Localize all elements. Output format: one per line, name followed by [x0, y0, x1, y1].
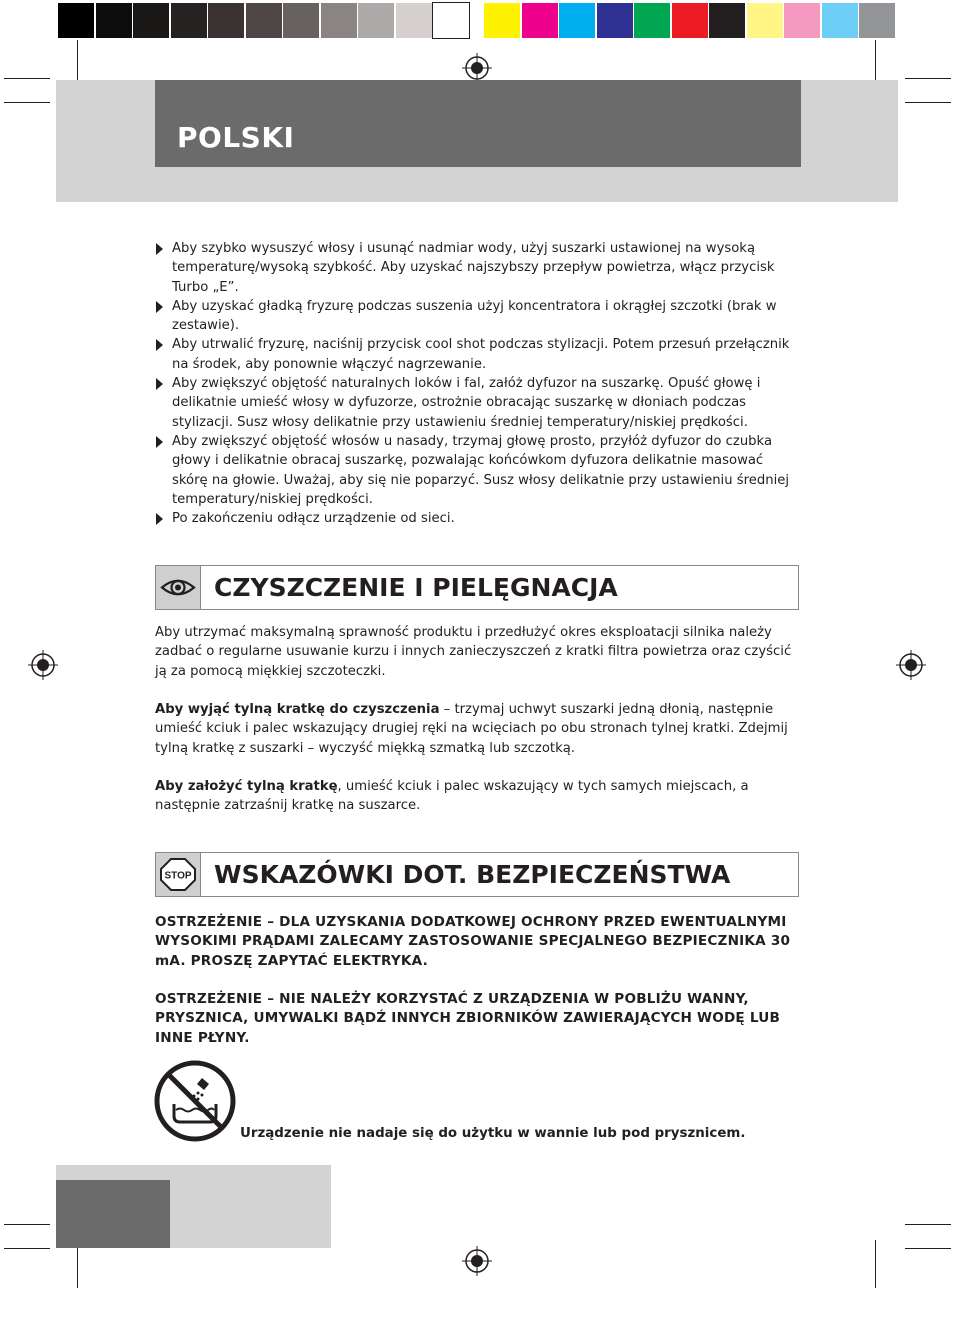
triangle-bullet-icon: [156, 513, 163, 525]
crop-mark: [4, 78, 50, 79]
color-swatch: [559, 3, 595, 38]
color-swatch: [246, 3, 282, 38]
color-swatch: [208, 3, 244, 38]
warning-rcd: OSTRZEŻENIE – DLA UZYSKANIA DODATKOWEJ OCHRONY PRZED EWENTUALNYMI WYSOKIMI PRĄDAMI ZALECAMY ZASTOSOWANIE SPECJALNEGO BEZPIECZNIKA 30 mA. PROSZĘ ZAPYTAĆ ELEKTRYKA.: [155, 914, 791, 969]
no-bath-shower-icon: [154, 1060, 236, 1142]
registration-mark-icon: [896, 650, 926, 680]
warning-water: OSTRZEŻENIE – NIE NALEŻY KORZYSTAĆ Z URZĄDZENIA W POBLIŻU WANNY, PRYSZNICA, UMYWALKI BĄDŹ INNYCH ZBIORNIKÓW ZAWIERAJĄCYCH WODĘ LUB INNE PŁYNY.: [155, 991, 781, 1046]
remove-grille-paragraph: Aby wyjąć tylną kratkę do czyszczenia – trzymaj uchwyt suszarki jedną dłonią, następnie umieść kciuk i palec wskazujący drugiej ręki na wcięciach po obu stronach tylnej kratki. Zdejmij tylną kratkę z suszarki – wyczyść miękką szmatką lub szczotką.: [155, 702, 788, 756]
color-swatch: [433, 3, 469, 38]
bath-caption: Urządzenie nie nadaje się do użytku w wannie lub pod prysznicem.: [240, 1126, 746, 1141]
color-swatch: [283, 3, 319, 38]
color-swatch: [396, 3, 432, 38]
color-swatch: [747, 3, 783, 38]
color-swatch: [784, 3, 820, 38]
crop-mark: [4, 102, 50, 103]
triangle-bullet-icon: [156, 339, 163, 351]
page-title: POLSKI: [177, 121, 295, 154]
crop-mark: [905, 1224, 951, 1225]
attach-grille-paragraph: Aby założyć tylną kratkę, umieść kciuk i palec wskazujący w tych samych miejscach, a następnie zatrzaśnij kratkę na suszarce.: [155, 779, 749, 814]
color-swatch: [597, 3, 633, 38]
crop-mark: [875, 1240, 876, 1288]
color-swatch: [822, 3, 858, 38]
safety-section-header: [155, 852, 799, 897]
color-swatch: [672, 3, 708, 38]
color-swatch: [522, 3, 558, 38]
remove-grille-heading: Aby wyjąć tylną kratkę do czyszczenia: [155, 702, 440, 717]
crop-mark: [4, 1248, 50, 1249]
color-swatch: [358, 3, 394, 38]
color-swatch: [321, 3, 357, 38]
list-item: Aby zwiększyć objętość naturalnych loków i fal, załóż dyfuzor na suszarkę. Opuść głowę i delikatnie umieść włosy w dyfuzorze, ostrożnie obracając suszarkę w dłoniach podczas stylizacji. Susz włosy delikatnie przy ustawieniu średniej temperatury/niskiej prędkości.: [155, 374, 795, 432]
stop-sign-icon: [156, 853, 200, 896]
triangle-bullet-icon: [156, 243, 163, 255]
svg-text:STOP: STOP: [164, 870, 192, 882]
color-swatch: [58, 3, 94, 38]
list-item: Aby zwiększyć objętość włosów u nasady, trzymaj głowę prosto, przyłóż dyfuzor do czubka głowy i delikatnie obracaj suszarkę, pozwalając końcówkom dyfuzora delikatnie masować skórę na głowie. Uważaj, aby się nie poparzyć. Susz włosy delikatnie przy ustawieniu średniej temperatury/niskiej prędkości.: [155, 432, 795, 509]
tips-list: [155, 239, 795, 528]
registration-mark-icon: [28, 650, 58, 680]
triangle-bullet-icon: [156, 301, 163, 313]
section-icon-box: [156, 853, 201, 896]
footer-page-tab: [56, 1180, 170, 1248]
triangle-bullet-icon: [156, 436, 163, 448]
color-swatch: [96, 3, 132, 38]
color-swatch: [484, 3, 520, 38]
section-title: CZYSZCZENIE I PIELĘGNACJA: [214, 573, 618, 602]
eye-icon: [156, 566, 200, 609]
color-swatch: [171, 3, 207, 38]
color-swatch: [859, 3, 895, 38]
registration-mark-icon: [462, 53, 492, 83]
list-item: Aby uzyskać gładką fryzurę podczas suszenia użyj koncentratora i okrągłej szczotki (brak w zestawie).: [155, 297, 795, 336]
triangle-bullet-icon: [156, 378, 163, 390]
crop-mark: [4, 1224, 50, 1225]
attach-grille-heading: Aby założyć tylną kratkę: [155, 779, 338, 794]
list-item: Aby utrwalić fryzurę, naciśnij przycisk cool shot podczas stylizacji. Potem przesuń przełącznik na środek, aby ponownie włączyć nagrzewanie.: [155, 335, 795, 374]
color-swatch: [133, 3, 169, 38]
list-item: Po zakończeniu odłącz urządzenie od sieci.: [155, 509, 795, 528]
list-item: Aby szybko wysuszyć włosy i usunąć nadmiar wody, użyj suszarki ustawionej na wysoką temperaturę/wysoką szybkość. Aby uzyskać najszybszy przepływ powietrza, włącz przycisk Turbo „E”.: [155, 239, 795, 297]
section-title: WSKAZÓWKI DOT. BEZPIECZEŃSTWA: [214, 860, 731, 889]
color-swatch: [709, 3, 745, 38]
cleaning-intro: Aby utrzymać maksymalną sprawność produktu i przedłużyć okres eksploatacji silnika należy zadbać o regularne usuwanie kurzu i innych zanieczyszczeń z kratki filtra powietrza oraz czyścić ją za pomocą miękkiej szczoteczki.: [155, 625, 792, 679]
crop-mark: [905, 102, 951, 103]
registration-mark-icon: [462, 1246, 492, 1276]
crop-mark: [905, 1248, 951, 1249]
section-icon-box: [156, 566, 201, 609]
cleaning-section-header: [155, 565, 799, 610]
crop-mark: [905, 78, 951, 79]
color-swatch: [634, 3, 670, 38]
